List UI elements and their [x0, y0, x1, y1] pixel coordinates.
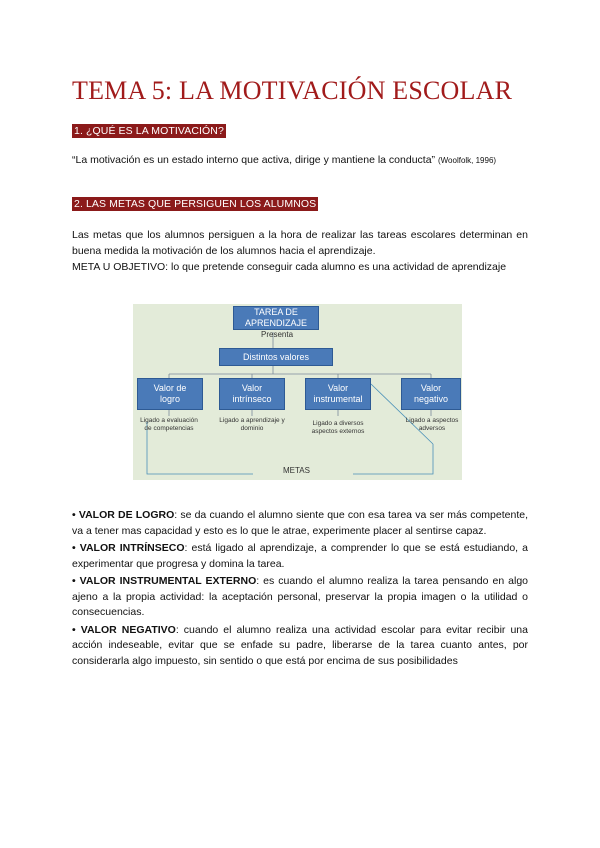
value-note-instrumental: Ligado a diversos aspectos externos — [311, 420, 365, 435]
list-item — [72, 541, 528, 572]
section-heading-metas: 2. LAS METAS QUE PERSIGUEN LOS ALUMNOS — [74, 198, 317, 210]
bullet-term: • VALOR NEGATIVO — [72, 623, 176, 636]
bullet-term: • VALOR INTRÍNSECO — [72, 542, 185, 554]
quote-citation: (Woolfolk, 1996) — [437, 156, 497, 165]
diagram-box-intrinseco — [219, 378, 285, 410]
values-bullet-list — [72, 508, 528, 671]
value-line1: Valor — [241, 383, 263, 393]
value-line2: negativo — [413, 394, 449, 404]
paragraph-meta-objetivo: META U OBJETIVO: lo que pretende conseguir cada alumno es una actividad de aprendizaje — [72, 261, 507, 273]
value-line1: Valor — [420, 383, 442, 393]
diagram-box-negativo — [401, 378, 461, 410]
diagram-label-presenta: Presenta — [261, 330, 294, 339]
bullet-term: • VALOR INSTRUMENTAL EXTERNO — [72, 575, 257, 587]
bullet-text: : está ligado al aprendizaje, a comprender lo que se está estudiando, a experimentar que progresa y domina la tarea. — [72, 542, 528, 570]
value-note-intrinseco: Ligado a aprendizaje y dominio — [219, 417, 285, 432]
list-item — [72, 508, 528, 539]
bullet-text: : se da cuando el alumno siente que con esa tarea va ser más competente, va a tener mas capacidad y esto es lo que le atrae, experimente placer al sentirse capaz. — [72, 509, 529, 537]
metas-arrow-right — [353, 444, 433, 474]
values-diagram — [133, 304, 462, 480]
value-line1: Valor de — [153, 383, 187, 393]
section-heading-motivacion: 1. ¿QUÉ ES LA MOTIVACIÓN? — [74, 125, 224, 137]
quote-text: “La motivación es un estado interno que activa, dirige y mantiene la conducta” — [72, 154, 436, 166]
motivation-quote — [72, 154, 496, 166]
page-title: TEMA 5: LA MOTIVACIÓN ESCOLAR — [72, 76, 513, 105]
value-line1: Valor — [327, 383, 349, 393]
value-line2: logro — [159, 394, 180, 404]
diagram-box-instrumental — [305, 378, 371, 410]
diagram-label-metas: METAS — [283, 466, 310, 475]
paragraph-metas: Las metas que los alumnos persiguen a la hora de realizar las tareas escolares determinan en buena medida la motivación de los alumnos hacia el aprendizaje. — [72, 229, 528, 257]
value-note-negativo: Ligado a aspectos adversos — [405, 417, 459, 432]
list-item — [72, 574, 528, 621]
list-item — [72, 623, 528, 670]
diagram-box-logro — [137, 378, 203, 410]
bullet-text: : cuando el alumno realiza una actividad escolar para evitar recibir una acción indeseable, evitar que se enfade su padre, liberarse de la tarea cuanto antes, por considerarla algo impuesto, sin sentido o que está por encima de sus posibilidades — [72, 623, 528, 667]
value-line2: instrumental — [313, 394, 363, 404]
value-note-logro: Ligado a evaluación de competencias — [140, 417, 198, 432]
diagram-box-tarea: TAREA DE APRENDIZAJE — [233, 306, 319, 330]
bullet-text: : es cuando el alumno realiza la tarea pensando en algo ajeno a la propia actividad: la aceptación personal, preservar la propia imagen o la utilidad o consecuencias. — [72, 575, 529, 618]
diagram-box-valores: Distintos valores — [219, 348, 333, 366]
value-line2: intrínseco — [232, 394, 272, 404]
bullet-term: • VALOR DE LOGRO — [72, 509, 175, 521]
